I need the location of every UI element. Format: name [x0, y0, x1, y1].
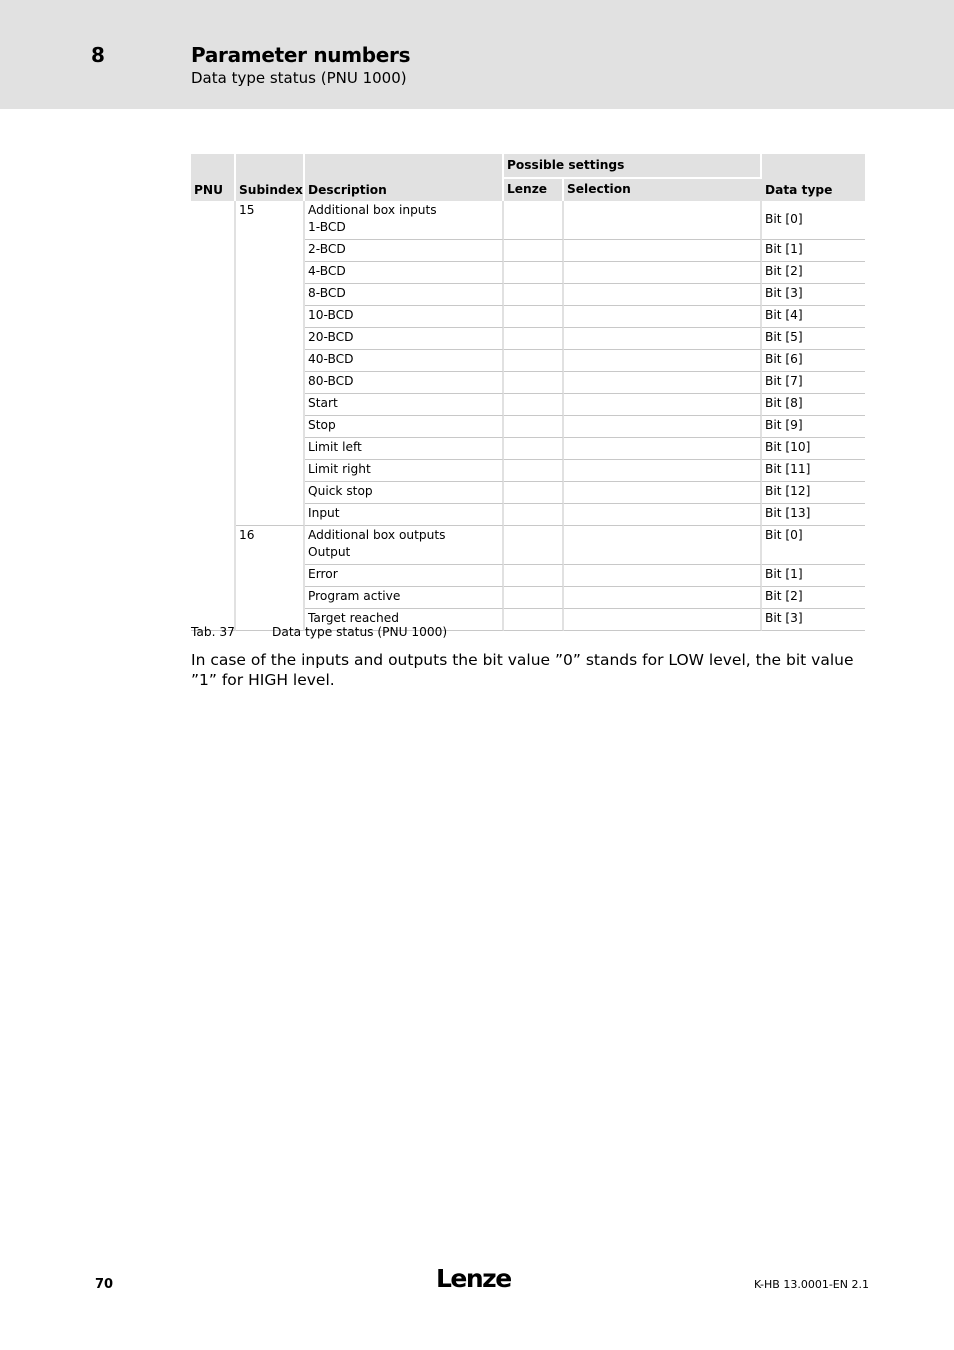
- description-line: 4-BCD: [308, 264, 346, 278]
- cell-data-type: Bit [1]: [762, 565, 865, 587]
- cell-selection: [564, 482, 762, 504]
- description-line: Input: [308, 506, 340, 520]
- cell-data-type: Bit [2]: [762, 262, 865, 284]
- cell-lenze: [504, 201, 564, 240]
- cell-selection: [564, 609, 762, 631]
- cell-description: [305, 482, 504, 504]
- cell-lenze: [504, 526, 564, 565]
- description-line: Limit left: [308, 440, 362, 454]
- cell-lenze: [504, 284, 564, 306]
- description-line: Stop: [308, 418, 336, 432]
- description-line: 20-BCD: [308, 330, 354, 344]
- cell-lenze: [504, 240, 564, 262]
- cell-data-type: Bit [9]: [762, 416, 865, 438]
- cell-selection: [564, 201, 762, 240]
- cell-lenze: [504, 262, 564, 284]
- cell-selection: [564, 372, 762, 394]
- header-lenze: Lenze: [504, 179, 564, 201]
- cell-data-type: Bit [1]: [762, 240, 865, 262]
- cell-lenze: [504, 438, 564, 460]
- chapter-number: 8: [91, 43, 105, 67]
- lenze-logo: Lenze: [436, 1264, 511, 1293]
- cell-lenze: [504, 587, 564, 609]
- cell-selection: [564, 565, 762, 587]
- description-line: Quick stop: [308, 484, 373, 498]
- cell-description: [305, 504, 504, 526]
- table-body: [191, 201, 865, 631]
- cell-data-type: Bit [3]: [762, 609, 865, 631]
- cell-lenze: [504, 372, 564, 394]
- cell-lenze: [504, 482, 564, 504]
- header-description: Description: [305, 154, 504, 201]
- page-number: 70: [95, 1277, 114, 1292]
- description-line: 2-BCD: [308, 242, 346, 256]
- cell-description: [305, 240, 504, 262]
- description-line-2: 1-BCD: [308, 220, 346, 234]
- cell-data-type: Bit [7]: [762, 372, 865, 394]
- cell-lenze: [504, 306, 564, 328]
- cell-pnu: [191, 201, 236, 631]
- cell-selection: [564, 262, 762, 284]
- cell-selection: [564, 438, 762, 460]
- cell-selection: [564, 587, 762, 609]
- description-line-2: Output: [308, 545, 351, 559]
- document-id: K-HB 13.0001-EN 2.1: [754, 1278, 869, 1291]
- header-data-type: Data type: [762, 154, 865, 201]
- cell-description: [305, 284, 504, 306]
- description-line: 10-BCD: [308, 308, 354, 322]
- cell-lenze: [504, 416, 564, 438]
- cell-description: [305, 350, 504, 372]
- description-line: Target reached: [308, 611, 399, 625]
- cell-data-type: Bit [11]: [762, 460, 865, 482]
- cell-description: [305, 460, 504, 482]
- header-possible-settings: Possible settings: [504, 154, 762, 179]
- cell-description: [305, 565, 504, 587]
- description-line: Start: [308, 396, 338, 410]
- cell-selection: [564, 350, 762, 372]
- cell-selection: [564, 504, 762, 526]
- cell-description: [305, 526, 504, 565]
- cell-description: [305, 328, 504, 350]
- description-line: Error: [308, 567, 338, 581]
- cell-data-type: Bit [2]: [762, 587, 865, 609]
- cell-lenze: [504, 609, 564, 631]
- cell-description: [305, 587, 504, 609]
- cell-data-type: Bit [13]: [762, 504, 865, 526]
- description-line: Additional box inputs: [308, 203, 437, 217]
- cell-description: [305, 372, 504, 394]
- cell-data-type: Bit [0]: [762, 526, 865, 565]
- cell-subindex: 16: [236, 526, 305, 631]
- cell-data-type: Bit [4]: [762, 306, 865, 328]
- description-line: Program active: [308, 589, 401, 603]
- cell-selection: [564, 284, 762, 306]
- cell-subindex: 15: [236, 201, 305, 526]
- description-line: Additional box outputs: [308, 528, 446, 542]
- cell-description: [305, 306, 504, 328]
- chapter-subtitle: Data type status (PNU 1000): [191, 69, 407, 87]
- caption-text: Data type status (PNU 1000): [272, 625, 448, 639]
- description-line: 40-BCD: [308, 352, 354, 366]
- cell-lenze: [504, 328, 564, 350]
- cell-data-type: Bit [10]: [762, 438, 865, 460]
- header-selection: Selection: [564, 179, 762, 201]
- table-row: [191, 201, 865, 240]
- table-row: [191, 526, 865, 565]
- header-pnu: PNU: [191, 154, 236, 201]
- header-subindex: Subindex: [236, 154, 305, 201]
- cell-description: [305, 201, 504, 240]
- cell-selection: [564, 328, 762, 350]
- cell-description: [305, 262, 504, 284]
- description-line: 8-BCD: [308, 286, 346, 300]
- cell-data-type: Bit [6]: [762, 350, 865, 372]
- cell-data-type: Bit [12]: [762, 482, 865, 504]
- cell-data-type: Bit [8]: [762, 394, 865, 416]
- body-paragraph: In case of the inputs and outputs the bit value ”0” stands for LOW level, the bit value ”1” for HIGH level.: [191, 651, 854, 689]
- cell-selection: [564, 306, 762, 328]
- cell-lenze: [504, 394, 564, 416]
- cell-data-type: Bit [5]: [762, 328, 865, 350]
- cell-description: [305, 394, 504, 416]
- page-header-band: [0, 0, 954, 109]
- cell-selection: [564, 240, 762, 262]
- cell-lenze: [504, 504, 564, 526]
- cell-data-type: Bit [0]: [762, 201, 865, 240]
- description-line: Limit right: [308, 462, 371, 476]
- chapter-title: Parameter numbers: [191, 43, 411, 67]
- cell-lenze: [504, 565, 564, 587]
- cell-description: [305, 438, 504, 460]
- data-type-status-table: [191, 154, 865, 631]
- caption-label: Tab. 37: [191, 625, 235, 639]
- table-caption: [191, 625, 447, 639]
- cell-selection: [564, 526, 762, 565]
- description-line: 80-BCD: [308, 374, 354, 388]
- cell-selection: [564, 394, 762, 416]
- cell-lenze: [504, 460, 564, 482]
- cell-selection: [564, 460, 762, 482]
- cell-lenze: [504, 350, 564, 372]
- cell-selection: [564, 416, 762, 438]
- cell-data-type: Bit [3]: [762, 284, 865, 306]
- cell-description: [305, 416, 504, 438]
